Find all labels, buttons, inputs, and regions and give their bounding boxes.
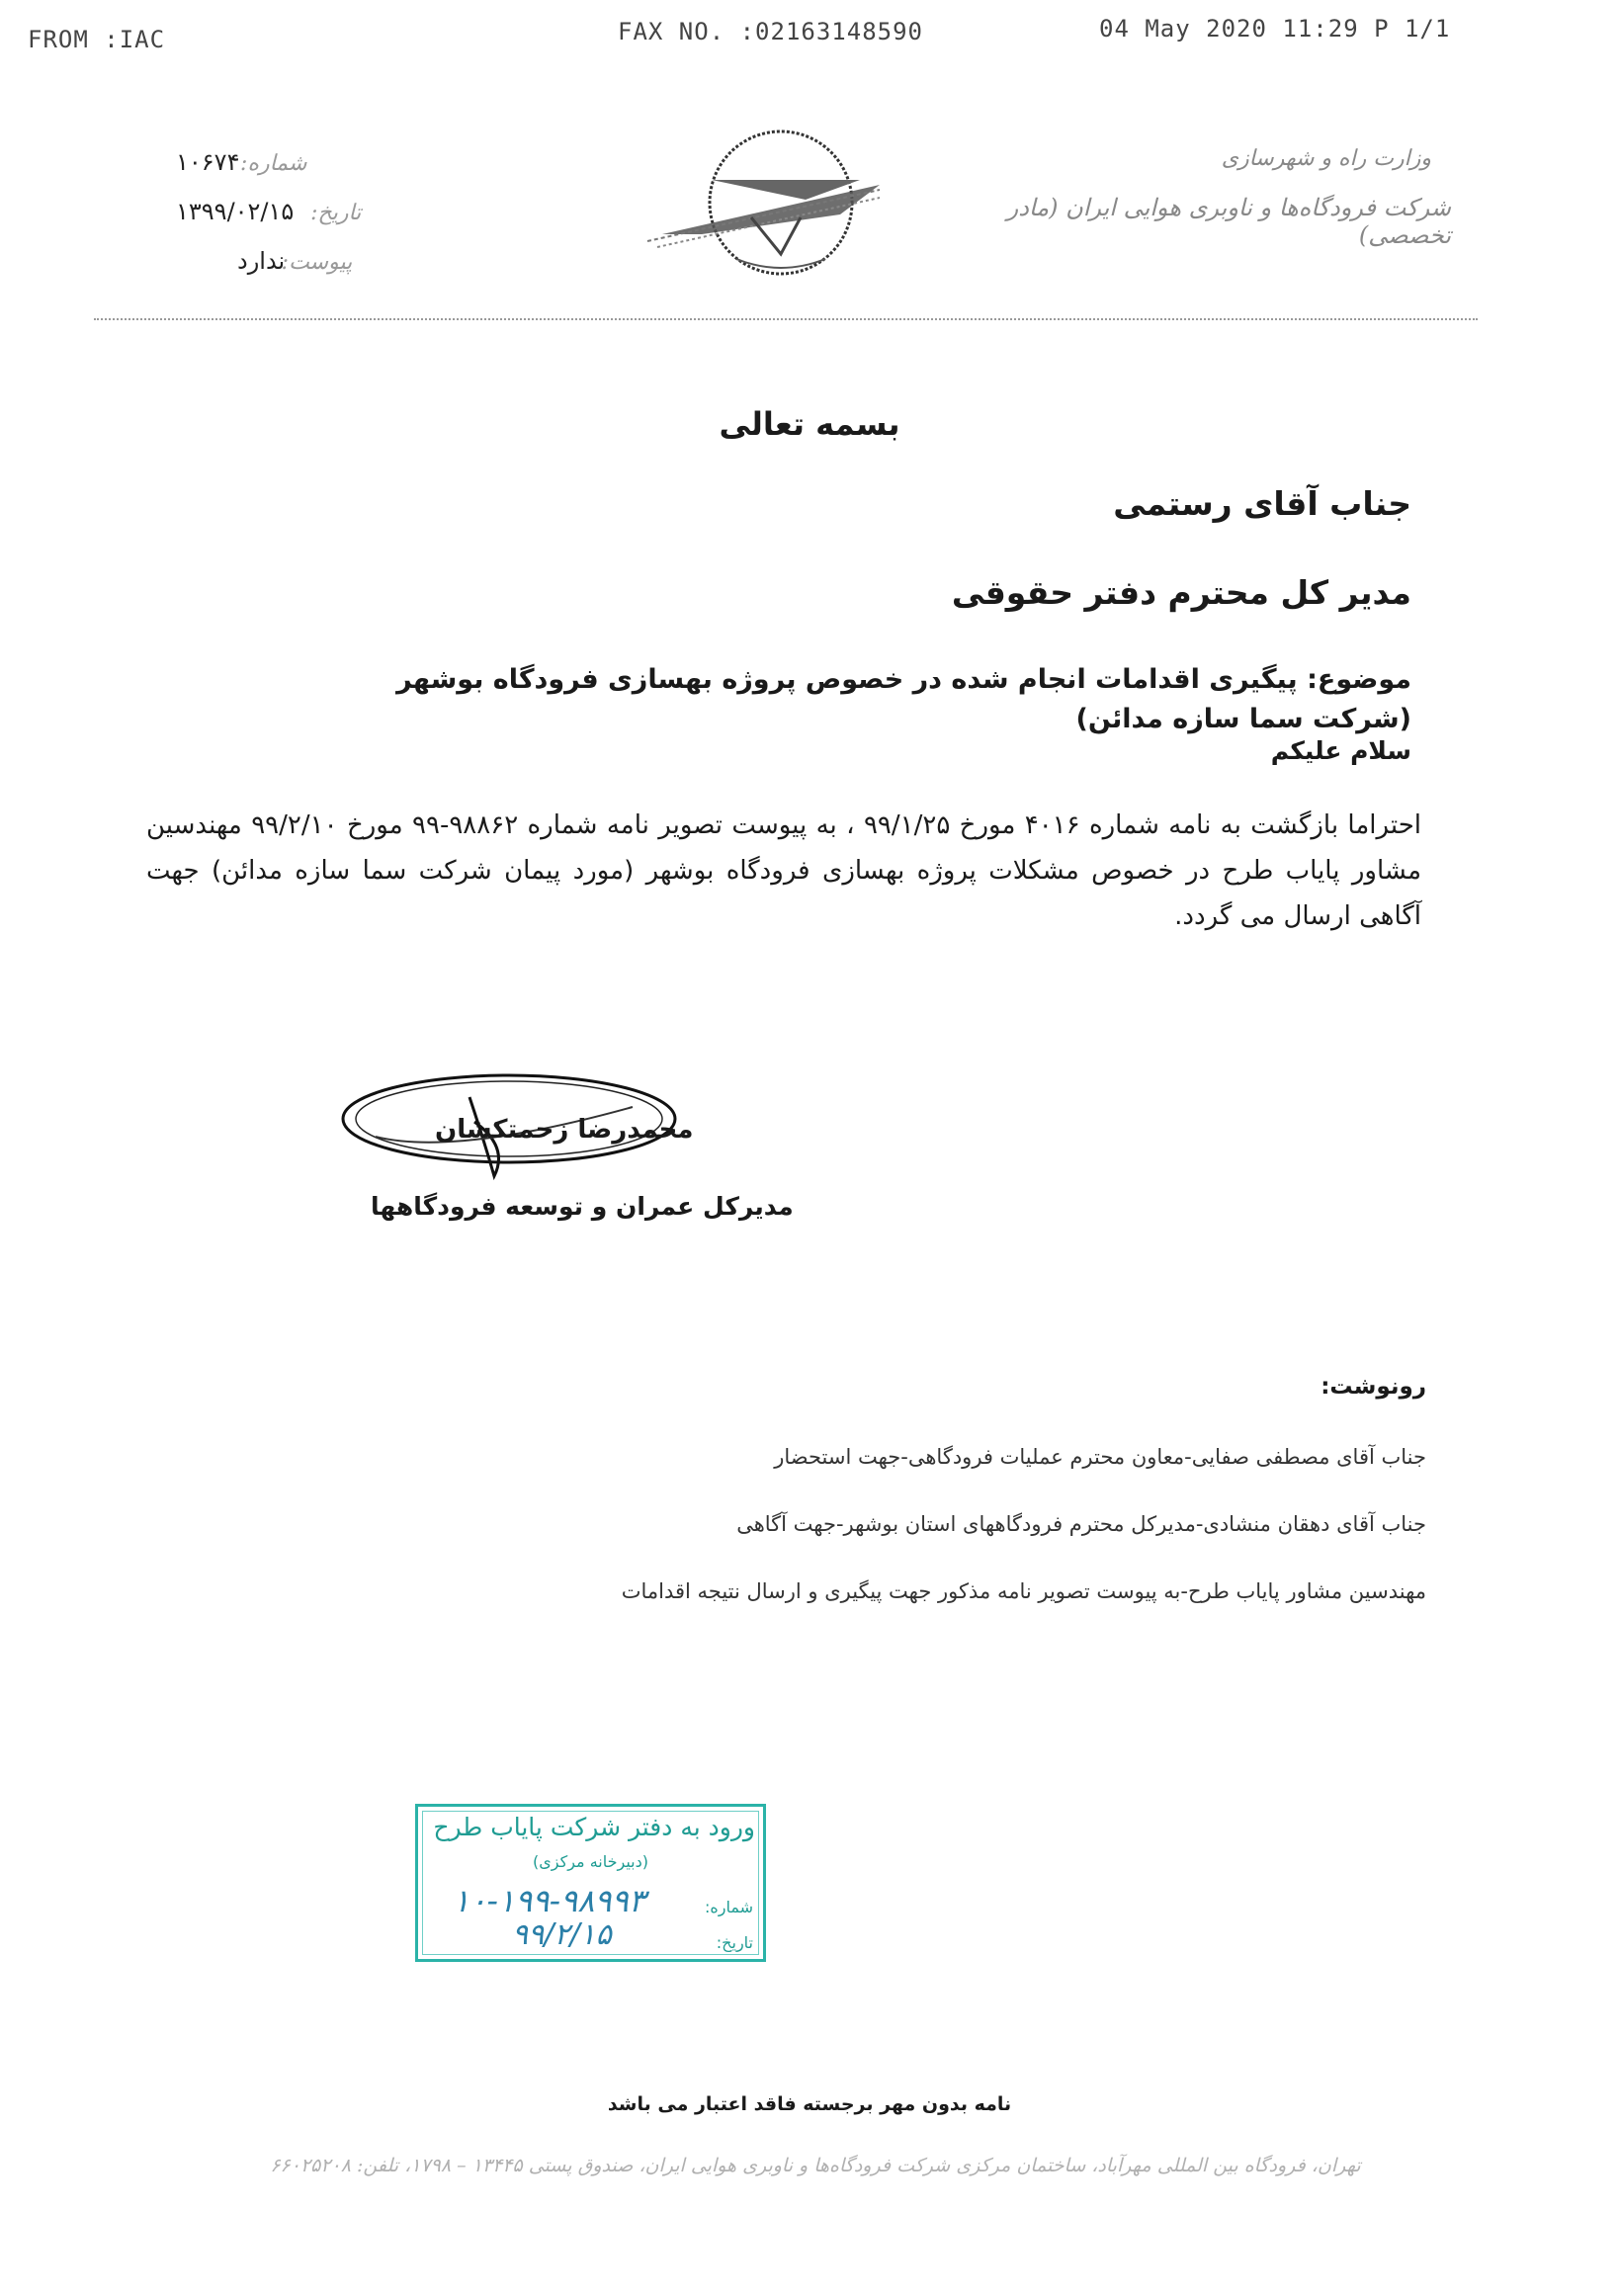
stamp-number-label: شماره: [704,1898,753,1916]
received-stamp [415,1804,766,1962]
letter-body: احتراما بازگشت به نامه شماره ۴۰۱۶ مورخ ۹۹/۱/۲۵ ، به پیوست تصویر نامه شماره ۹۸۸۶۲-۹۹ مورخ ۹۹/۲/۱۰ مهندسین مشاور پایاب طرح در خصوص مشکلات پروژه بهسازی فرودگاه بوشهر (مورد پیمان شرکت سما سازه مدائن) جهت آگاهی ارسال می گردد. [146,810,1421,931]
letter-number-label: شماره: [240,151,307,176]
letter-subject: موضوع: پیگیری اقدامات انجام شده در خصوص پروژه بهسازی فرودگاه بوشهر (شرکت سما سازه مدائن) [396,664,1411,734]
signer-name: محمدرضا زحمتکشان [435,1115,694,1145]
letter-date-row [176,198,361,225]
cc-line: جناب آقای دهقان منشادی-مدیرکل محترم فرودگاههای استان بوشهر-جهت آگاهی [736,1512,1426,1536]
signer-title: مدیرکل عمران و توسعه فرودگاهها [371,1192,794,1221]
organization-company: شرکت فرودگاه‌ها و ناوبری هوایی ایران (مادر تخصصی) [1006,194,1451,249]
letter-attachment-row [237,247,352,275]
stamp-title: ورود به دفتر شرکت پایاب طرح [433,1813,755,1841]
fax-from: FROM :IAC [28,26,166,53]
organization-ministry: وزارت راه و شهرسازی [1221,146,1431,171]
cc-line: مهندسین مشاور پایاب طرح-به پیوست تصویر نامه مذکور جهت پیگیری و ارسال نتیجه اقدامات [621,1579,1426,1603]
header-divider [94,318,1478,320]
letter-number-row [176,148,306,176]
stamp-subtitle: (دبیرخانه مرکزی) [533,1852,648,1871]
footer-validity-note: نامه بدون مهر برجسته فاقد اعتبار می باشد [607,2093,1012,2115]
fax-date-time: 04 May 2020 11:29 P 1/1 [1099,15,1451,43]
letter-date-label: تاریخ: [310,201,362,225]
airports-company-logo-icon [642,121,919,289]
letter-attachment-value: ندارد [237,247,286,275]
stamp-date-label: تاریخ: [716,1933,753,1952]
letter-greeting: سلام علیکم [1270,736,1411,765]
footer-address: تهران، فرودگاه بین المللی مهرآباد، ساختمان مرکزی شرکت فرودگاه‌ها و ناوبری هوایی ایران، صندوق پستی ۱۳۴۴۵ – ۱۷۹۸، تلفن: ۶۶۰۲۵۲۰۸ [270,2155,1361,2176]
cc-heading: رونوشت: [1321,1374,1426,1400]
stamp-date-value: ۹۹/۲/۱۵ [512,1917,612,1952]
cc-line: جناب آقای مصطفی صفایی-معاون محترم عملیات فرودگاهی-جهت استحضار [774,1445,1426,1469]
basmala-heading: بسمه تعالی [719,405,900,443]
letter-attachment-label: پیوست: [281,250,353,275]
stamp-number-value: ۱۰-۱۹۹-۹۸۹۹۳ [453,1882,645,1919]
addressee-name: جناب آقای رستمی [1113,484,1411,523]
addressee-title: مدیر کل محترم دفتر حقوقی [951,573,1411,612]
letter-date-value: ۱۳۹۹/۰۲/۱۵ [176,198,295,225]
fax-number: FAX NO. :02163148590 [618,18,923,45]
letter-number-value: ۱۰۶۷۴ [176,148,240,176]
